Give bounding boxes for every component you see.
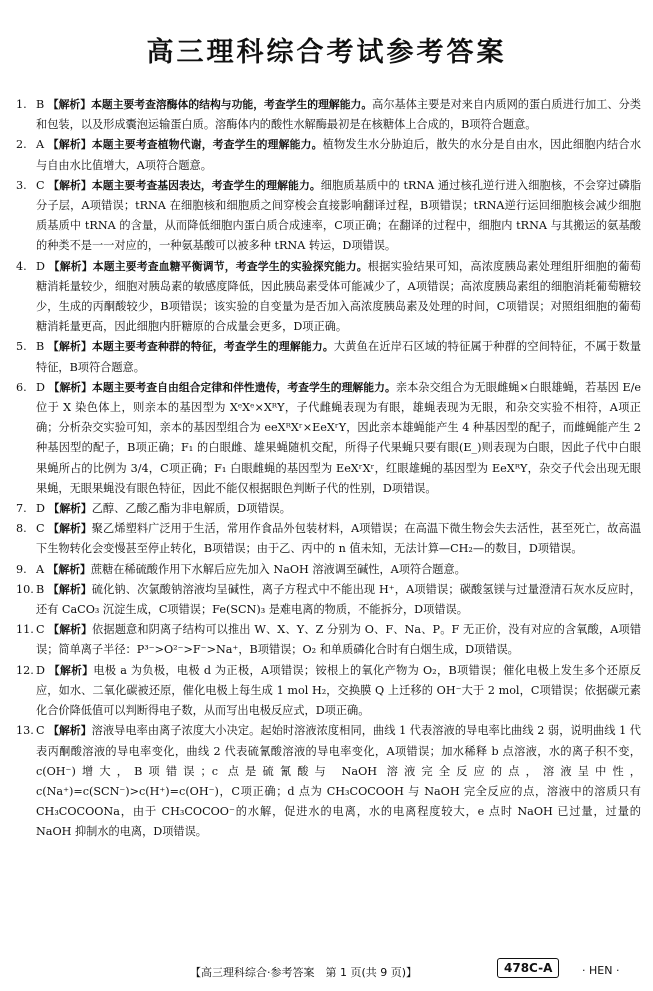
- answer-number: 2.: [16, 138, 27, 152]
- answer-item: [16, 580, 641, 620]
- analysis-lead: 本题主要考查植物代谢，考查学生的理解能力。: [91, 138, 323, 152]
- answer-number: 13.: [16, 724, 34, 738]
- footer-region: · HEN ·: [582, 964, 620, 977]
- answer-item: [16, 519, 641, 559]
- answer-choice: D: [36, 502, 45, 516]
- analysis-body: 乙醇、乙酸乙酯为非电解质，D项错误。: [91, 502, 291, 516]
- answer-item: [16, 620, 641, 660]
- answer-choice: B: [36, 340, 45, 354]
- answer-choice: D: [36, 259, 45, 273]
- analysis-body: 硫化钠、次氯酸钠溶液均呈碱性，离子方程式中不能出现 H⁺，A项错误；碳酸氢镁与过量澄清石灰水反应时，还有 CaCO₃ 沉淀生成，C项错误；Fe(SCN)₃ 是难电离的物质，不能拆分，D项错误。: [36, 582, 641, 617]
- answer-choice: C: [36, 623, 45, 637]
- analysis-tag: 【解析】: [48, 522, 92, 536]
- analysis-body: 亲本杂交组合为无眼雌蝇×白眼雄蝇，若基因 E/e 位于 X 染色体上，则亲本的基因型为 XᵉXᵉ×XᴿY，子代雌蝇表现为有眼，雄蝇表现为无眼，和杂交实验不相符，A项正确；分析杂交实验可知，亲本的基因型组合为 eeXᴿXʳ×EeXʳY，因此亲本雄蝇能产生 4 种基因型的配子，而雌蝇能产生 2 种基因型的配子，B项正确；F₁ 的白眼雌、雄果蝇随机交配，所得子代果蝇只要有眼(E_)则表现为白眼，因此子代中白眼果蝇所占的比例为 3/4，C项正确；F₁ 白眼雌蝇的基因型为 EeXʳXʳ，红眼雄蝇的基因型为 EeXᴿY，杂交子代会出现无眼果蝇，无眼果蝇没有眼色特征，因此不能仅根据眼色判断子代的性别，D项错误。: [36, 380, 642, 495]
- answer-choice: C: [36, 178, 45, 192]
- analysis-lead: 本题主要考查血糖平衡调节，考查学生的实验探究能力。: [92, 259, 368, 273]
- analysis-tag: 【解析】: [48, 623, 93, 637]
- answer-number: 5.: [16, 340, 27, 354]
- answer-number: 12.: [16, 663, 34, 677]
- answer-item: [16, 378, 641, 499]
- answer-choice: A: [36, 138, 45, 152]
- analysis-body: 电极 a 为负极，电极 d 为正极，A项错误；铵根上的氧化产物为 O₂，B项错误；催化电极上发生多个还原反应，如水、二氧化碳被还原，催化电极上每生成 1 mol H₂，交换膜 Q 上迁移的 OH⁻大于 2 mol，C项错误；依据碳元素化合价降低值可以判断得电子数，从而写出电极反应式，D项正确。: [36, 663, 642, 718]
- answer-choice: B: [36, 582, 45, 596]
- analysis-tag: 【解析】: [48, 340, 92, 354]
- analysis-body: 植物发生水分胁迫后，散失的水分是自由水，因此细胞内结合水与自由水比值增大，A项符合题意。: [36, 138, 642, 172]
- answer-number: 4.: [16, 259, 27, 273]
- analysis-tag: 【解析】: [48, 178, 92, 192]
- analysis-body: 细胞质基质中的 tRNA 通过核孔逆行进入细胞核，不会穿过磷脂分子层，A项错误；tRNA 在细胞核和细胞质之间穿梭会直接影响翻译过程，B项错误；tRNA逆行运回细胞核会减少细胞质基质中 tRNA 的含量，从而降低细胞内蛋白质合成速率，C项正确；在翻译的过程中，细胞内 tRNA 与其搬运的氨基酸的种类不是一一对应的，一种氨基酸可以被多种 tRNA 转运，D项错误。: [36, 178, 642, 253]
- answer-number: 3.: [16, 178, 27, 192]
- analysis-tag: 【解析】: [47, 582, 92, 596]
- answer-item: [16, 176, 641, 257]
- answer-choice: D: [36, 380, 45, 394]
- analysis-body: 根据实验结果可知，高浓度胰岛素处理组肝细胞的葡萄糖消耗量较少，细胞对胰岛素的敏感度降低，因此胰岛素受体可能减少了，A项错误；高浓度胰岛素组的细胞消耗葡萄糖较少，生成的丙酮酸较少，B项错误；该实验的自变量为是否加入高浓度胰岛素及处理的时间，C项错误；对照组细胞的葡萄糖消耗量更高，因此细胞内肝糖原的合成量会更多，D项正确。: [36, 259, 641, 334]
- answer-number: 6.: [16, 380, 27, 394]
- answer-number: 1.: [16, 98, 27, 111]
- answer-choice: C: [36, 522, 45, 536]
- analysis-body: 依据题意和阴离子结构可以推出 W、X、Y、Z 分别为 O、F、Na、P。F 无正价，没有对应的含氧酸，A项错误；简单离子半径：P³⁻>O²⁻>F⁻>Na⁺，B项错误；O₂ 和单质磷化合时有白烟生成，D项错误。: [36, 623, 642, 657]
- answer-item: [16, 661, 641, 722]
- answer-item: [16, 257, 641, 338]
- analysis-tag: 【解析】: [48, 259, 93, 273]
- footer-page-info: 【高三理科综合·参考答案 第 1 页(共 9 页)】: [190, 966, 418, 979]
- analysis-body: 蔗糖在稀硫酸作用下水解后应先加入 NaOH 溶液调至碱性，A项符合题意。: [90, 562, 466, 576]
- analysis-body: 溶液导电率由离子浓度大小决定。起始时溶液浓度相同，曲线 1 代表溶液的导电率比曲线 2 弱，说明曲线 1 代表丙酮酸溶液的导电率变化，曲线 2 代表硫氰酸溶液的导电率变化，A项错误；加水稀释 b 点溶液，水的离子积不变，c(OH⁻)增大，B项错误；c 点是硫氰酸与 NaOH 溶液完全反应的点，溶液呈中性，c(Na⁺)=c(SCN⁻)>c(H⁺)=c(OH⁻)，C项正确；d 点为 CH₃COCOOH 与 NaOH 完全反应的点，溶液中的溶质只有 CH₃COCOONa，由于 CH₃COCOO⁻的水解，促进水的电离，水的电离程度较大，e 点时 NaOH 已过量，过量的 NaOH 抑制水的电离，D项错误。: [36, 724, 641, 839]
- answer-item: [16, 95, 641, 135]
- analysis-tag: 【解析】: [48, 724, 92, 738]
- analysis-tag: 【解析】: [47, 98, 92, 111]
- answer-item: [16, 135, 641, 175]
- answer-item: [16, 721, 641, 842]
- analysis-lead: 本题主要考查溶酶体的结构与功能，考查学生的理解能力。: [91, 98, 373, 111]
- page-title: 高三理科综合考试参考答案: [146, 37, 507, 68]
- analysis-tag: 【解析】: [47, 562, 91, 576]
- answer-number: 9.: [16, 562, 27, 576]
- answer-number: 10.: [16, 582, 34, 596]
- analysis-body: 聚乙烯塑料广泛用于生活，常用作食品外包装材料，A项错误；在高温下微生物会失去活性，甚至死亡，故高温下生物转化会变慢甚至停止转化，B项错误；由于乙、丙中的 n 值未知，无法计算—CH₂—的数目，D项错误。: [36, 522, 642, 556]
- analysis-tag: 【解析】: [48, 663, 94, 677]
- answer-list: [16, 95, 641, 843]
- analysis-tag: 【解析】: [47, 138, 92, 152]
- answer-choice: D: [36, 663, 45, 677]
- answer-choice: B: [36, 98, 45, 111]
- analysis-lead: 本题主要考查基因表达，考查学生的理解能力。: [91, 178, 321, 192]
- analysis-body: 高尔基体主要是对来自内质网的蛋白质进行加工、分类和包装，以及形成囊泡运输蛋白质。溶酶体内的酸性水解酶最初是在核糖体上合成的，B项符合题意。: [36, 98, 641, 132]
- answer-number: 7.: [16, 502, 27, 516]
- footer-exam-code: 478C-A: [497, 958, 559, 978]
- answer-item: [16, 499, 641, 519]
- analysis-tag: 【解析】: [48, 380, 93, 394]
- answer-choice: C: [36, 724, 45, 738]
- analysis-tag: 【解析】: [48, 502, 92, 516]
- answer-item: [16, 337, 641, 377]
- answer-number: 11.: [16, 623, 34, 637]
- analysis-lead: 本题主要考查自由组合定律和伴性遗传，考查学生的理解能力。: [92, 380, 396, 394]
- analysis-lead: 本题主要考查种群的特征，考查学生的理解能力。: [91, 340, 334, 354]
- answer-choice: A: [36, 562, 45, 576]
- answer-number: 8.: [16, 522, 27, 536]
- analysis-body: 大黄鱼在近岸石区域的特征属于种群的空间特征，不属于数量特征，B项符合题意。: [36, 340, 642, 374]
- answer-item: [16, 560, 641, 580]
